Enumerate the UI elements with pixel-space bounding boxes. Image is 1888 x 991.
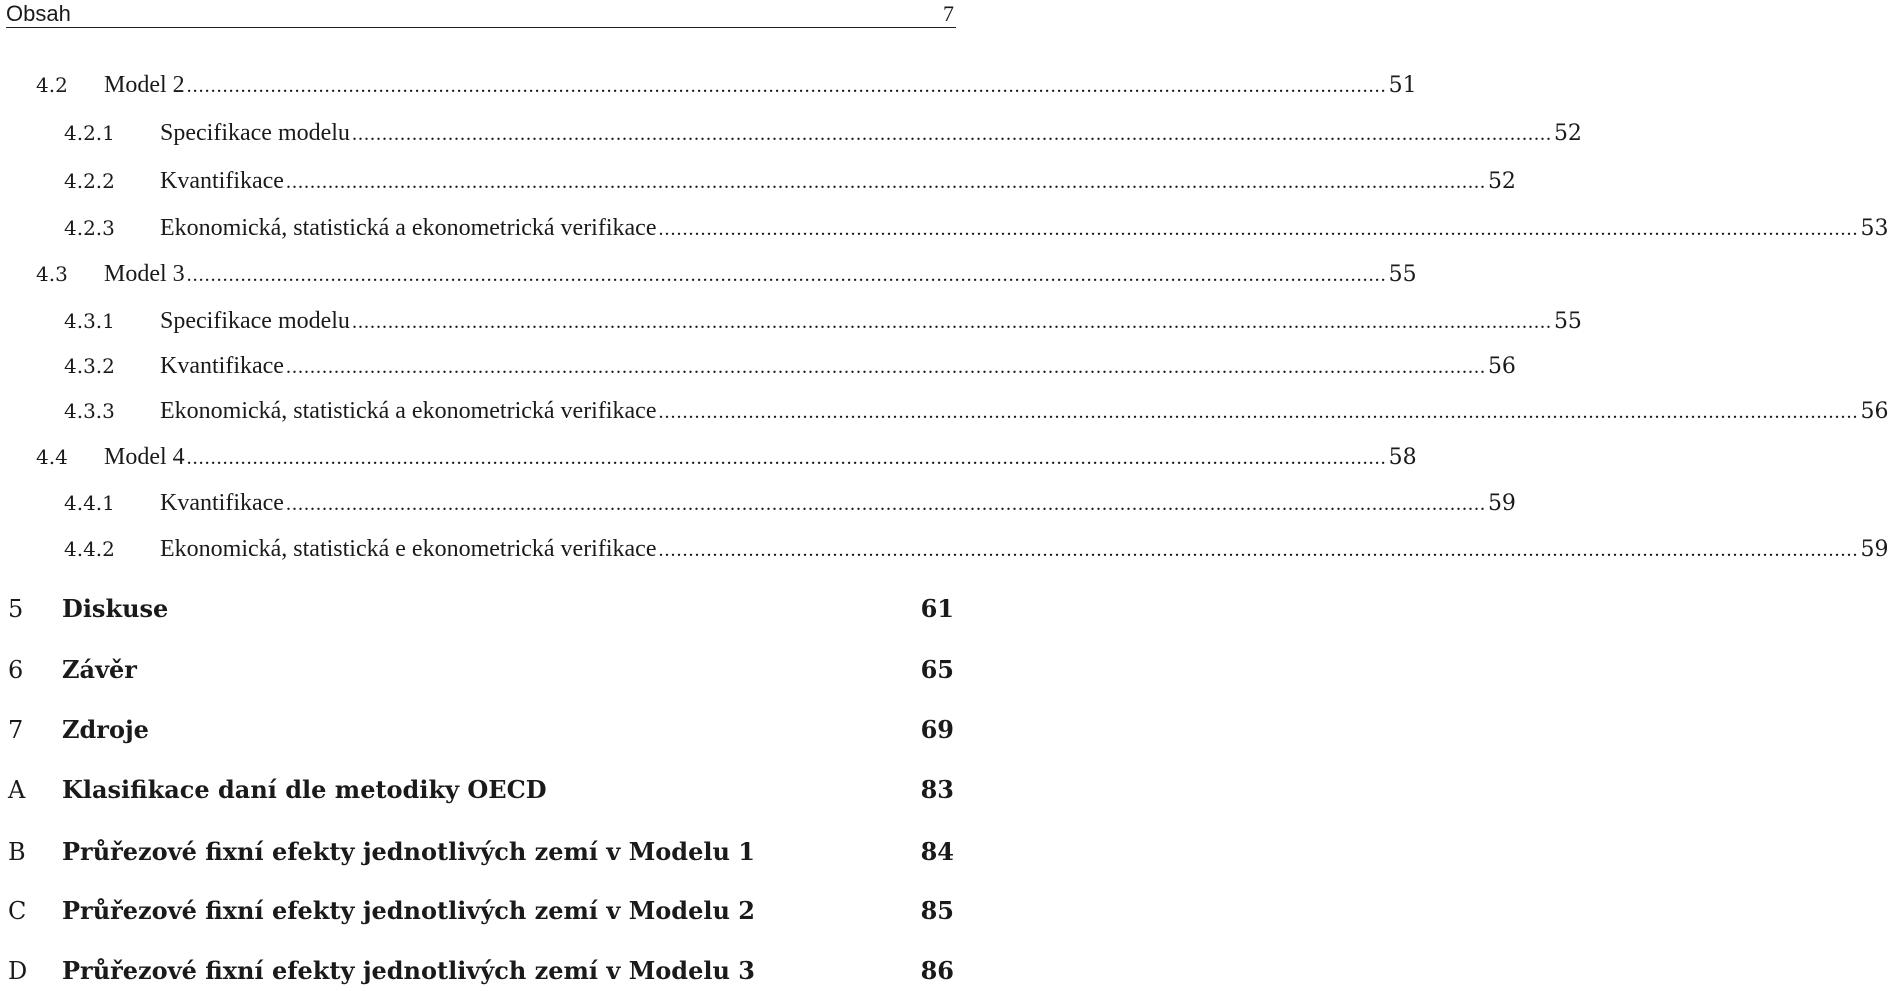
toc-entry-title: Kvantifikace	[160, 490, 284, 516]
toc-entry-number: 4.3	[36, 262, 68, 286]
toc-chapter-number: C	[8, 897, 27, 925]
toc-entry[interactable]	[36, 65, 1417, 105]
toc-entry[interactable]	[64, 483, 1516, 523]
toc-entry-number: 4.4.1	[64, 491, 115, 515]
toc-entry-number: 4.2.3	[64, 216, 115, 240]
toc-entry-title: Ekonomická, statistická a ekonometrická verifikace	[160, 215, 657, 241]
toc-entry-title: Model 2	[104, 72, 185, 98]
toc-entry-page: 55	[1388, 262, 1417, 287]
toc-chapter-title: Závěr	[62, 655, 137, 684]
toc-chapter-number: 5	[8, 595, 24, 623]
dot-leader: ........................................................................................................................................................................................................	[351, 123, 1552, 145]
toc-chapter[interactable]	[8, 589, 954, 629]
toc-chapter[interactable]	[8, 951, 954, 991]
toc-entry[interactable]	[64, 391, 1888, 431]
toc-entry[interactable]	[64, 161, 1516, 201]
dot-leader: ........................................................................................................................................................................................................	[658, 218, 1859, 240]
toc-entry[interactable]	[64, 346, 1516, 386]
toc-entry-number: 4.4	[36, 445, 68, 469]
toc-entry[interactable]	[36, 254, 1417, 294]
toc-chapter-page: 85	[920, 896, 954, 925]
dot-leader: ........................................................................................................................................................................................................	[186, 264, 1387, 286]
header-page-number: 7	[943, 1, 954, 26]
toc-entry[interactable]	[36, 437, 1417, 477]
toc-entry-page: 56	[1860, 399, 1888, 424]
dot-leader: ........................................................................................................................................................................................................	[285, 171, 1486, 193]
dot-leader: ........................................................................................................................................................................................................	[186, 75, 1387, 97]
toc-chapter-title: Průřezové fixní efekty jednotlivých zemí v Modelu 2	[62, 896, 755, 925]
toc-chapter-number: D	[8, 957, 28, 985]
toc-entry-title: Model 4	[104, 444, 185, 470]
dot-leader: ........................................................................................................................................................................................................	[351, 311, 1552, 333]
toc-chapter-number: 7	[8, 716, 24, 744]
toc-chapter-title: Diskuse	[62, 594, 169, 623]
page-header	[6, 0, 956, 28]
toc-entry-page: 58	[1388, 445, 1417, 470]
toc-chapter-page: 84	[920, 837, 954, 866]
toc-chapter-page: 86	[920, 956, 954, 985]
toc-entry-page: 59	[1487, 491, 1516, 516]
toc-entry-title: Kvantifikace	[160, 353, 284, 379]
toc-chapter-title: Průřezové fixní efekty jednotlivých zemí v Modelu 3	[62, 956, 755, 985]
toc-chapter-page: 65	[920, 655, 954, 684]
dot-leader: ........................................................................................................................................................................................................	[285, 493, 1486, 515]
toc-entry-title: Ekonomická, statistická a ekonometrická verifikace	[160, 398, 657, 424]
dot-leader: ........................................................................................................................................................................................................	[186, 447, 1387, 469]
toc-chapter[interactable]	[8, 770, 954, 810]
toc-entry-number: 4.3.1	[64, 309, 115, 333]
toc-chapter[interactable]	[8, 710, 954, 750]
toc-entry[interactable]	[64, 208, 1888, 248]
toc-entry-number: 4.3.3	[64, 399, 115, 423]
toc-entry-number: 4.3.2	[64, 354, 115, 378]
toc-entry-title: Kvantifikace	[160, 168, 284, 194]
toc-entry-number: 4.2.2	[64, 169, 115, 193]
toc-chapter-number: A	[8, 776, 26, 804]
toc-entry-page: 52	[1487, 169, 1516, 194]
toc-entry-number: 4.2	[36, 73, 68, 97]
toc-entry-page: 52	[1553, 121, 1582, 146]
toc-entry-page: 59	[1860, 537, 1888, 562]
header-title: Obsah	[6, 1, 71, 26]
toc-chapter[interactable]	[8, 891, 954, 931]
dot-leader: ........................................................................................................................................................................................................	[285, 356, 1486, 378]
toc-chapter[interactable]	[8, 650, 954, 690]
toc-chapter-title: Zdroje	[62, 715, 149, 744]
toc-chapter-number: B	[8, 838, 26, 866]
toc-entry-title: Ekonomická, statistická e ekonometrická verifikace	[160, 536, 657, 562]
toc-entry-title: Model 3	[104, 261, 185, 287]
toc-chapter-page: 61	[920, 594, 954, 623]
toc-entry[interactable]	[64, 113, 1582, 153]
toc-entry[interactable]	[64, 301, 1582, 341]
toc-entry-page: 53	[1860, 216, 1888, 241]
toc-entry-page: 56	[1487, 354, 1516, 379]
toc-entry-page: 55	[1553, 309, 1582, 334]
toc-entry-number: 4.2.1	[64, 121, 115, 145]
dot-leader: ........................................................................................................................................................................................................	[658, 401, 1859, 423]
dot-leader: ........................................................................................................................................................................................................	[658, 539, 1859, 561]
toc-chapter[interactable]	[8, 832, 954, 872]
toc-chapter-title: Klasifikace daní dle metodiky OECD	[62, 775, 547, 804]
toc-chapter-page: 83	[920, 775, 954, 804]
toc-chapter-number: 6	[8, 656, 24, 684]
toc-entry-page: 51	[1388, 73, 1417, 98]
toc-entry-title: Specifikace modelu	[160, 120, 350, 146]
toc-chapter-title: Průřezové fixní efekty jednotlivých zemí v Modelu 1	[62, 837, 755, 866]
toc-entry[interactable]	[64, 529, 1888, 569]
toc-entry-number: 4.4.2	[64, 537, 115, 561]
toc-chapter-page: 69	[920, 715, 954, 744]
toc-entry-title: Specifikace modelu	[160, 308, 350, 334]
